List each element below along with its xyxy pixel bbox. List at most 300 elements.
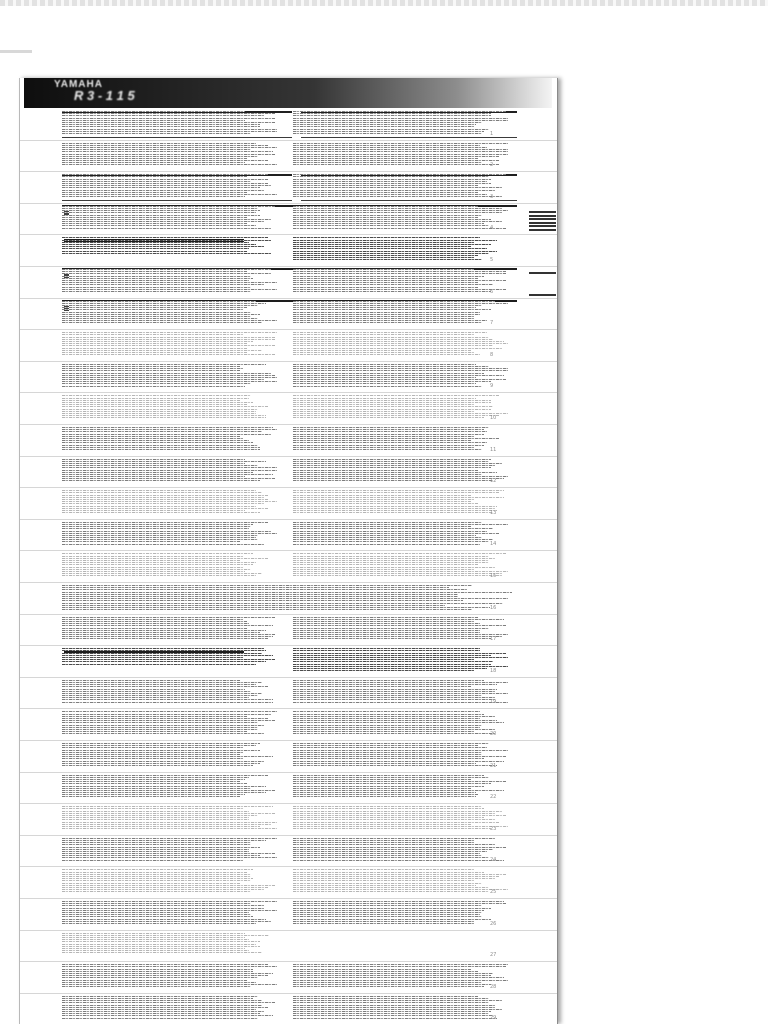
text-line: [293, 278, 478, 279]
page-left-column: [62, 269, 277, 295]
text-line: [293, 670, 474, 671]
text-line: [62, 379, 264, 380]
text-line: [62, 442, 253, 443]
text-line: [293, 434, 484, 435]
text-line: [293, 334, 474, 335]
text-line: [62, 889, 264, 890]
text-line: [62, 524, 253, 525]
text-line: [62, 404, 247, 405]
text-line: [293, 145, 480, 146]
text-line: [293, 465, 495, 466]
manual-page[interactable]: [20, 740, 557, 773]
text-line: [62, 693, 262, 694]
text-line: [62, 594, 458, 595]
text-line: [62, 343, 247, 344]
text-line: [62, 569, 251, 570]
text-line: [62, 503, 264, 504]
text-line: [293, 634, 508, 635]
text-line: [293, 535, 476, 536]
page-number: 11: [490, 446, 497, 453]
text-line: [293, 664, 491, 665]
text-line: [293, 689, 497, 690]
text-line: [293, 415, 499, 416]
text-line: [293, 341, 504, 342]
text-line: [293, 118, 508, 119]
text-line: [293, 573, 502, 574]
text-line: [62, 558, 268, 559]
text-line: [293, 725, 482, 726]
text-line: [62, 661, 266, 662]
text-line: [62, 215, 260, 216]
text-line: [62, 284, 264, 285]
side-tab[interactable]: [529, 294, 556, 296]
manual-page[interactable]: [20, 677, 557, 710]
text-line: [293, 490, 504, 491]
text-line: [293, 973, 493, 974]
text-line: [62, 476, 245, 477]
text-line: [62, 461, 266, 462]
text-line: [62, 156, 258, 157]
text-line: [293, 1011, 491, 1012]
manual-page[interactable]: [20, 456, 557, 489]
text-line: [293, 463, 502, 464]
page-number: 7: [490, 320, 494, 327]
page-left-column: [62, 427, 277, 453]
text-line: [62, 269, 271, 270]
manual-page[interactable]: [20, 519, 557, 552]
text-line: [62, 815, 258, 816]
text-line: [62, 788, 251, 789]
text-line: [62, 544, 264, 545]
text-line: [62, 1002, 275, 1003]
text-line: [293, 221, 502, 222]
text-line: [62, 625, 273, 626]
manual-page[interactable]: [20, 171, 557, 204]
page-left-column: [62, 459, 277, 485]
manual-page[interactable]: [20, 645, 557, 678]
text-line: [62, 840, 266, 841]
text-line: [62, 722, 258, 723]
text-line: [293, 630, 480, 631]
text-line: [62, 553, 253, 554]
text-line: [62, 567, 243, 568]
side-tab[interactable]: [529, 215, 556, 217]
text-line: [293, 699, 495, 700]
text-line: [293, 977, 504, 978]
text-line: [62, 301, 256, 302]
text-line: [293, 375, 504, 376]
text-line: [62, 750, 260, 751]
text-line: [62, 115, 264, 116]
text-line: [293, 1005, 495, 1006]
page-right-column: [293, 617, 508, 643]
text-line: [62, 463, 245, 464]
text-line: [62, 364, 266, 365]
text-line: [62, 575, 256, 576]
text-line: [293, 838, 495, 839]
page-column: [62, 933, 282, 959]
page-column: [62, 585, 512, 611]
text-line: [62, 984, 277, 985]
text-line: [293, 1002, 489, 1003]
text-line: [293, 192, 478, 193]
text-line: [62, 276, 251, 277]
text-line: [293, 1000, 502, 1001]
text-line: [62, 691, 251, 692]
text-line: [293, 478, 504, 479]
text-line: [62, 278, 253, 279]
text-line: [293, 208, 502, 209]
text-line: [293, 842, 474, 843]
text-line: [62, 221, 264, 222]
text-line: [62, 792, 266, 793]
text-line: [62, 975, 268, 976]
text-line: [293, 282, 478, 283]
text-line: [293, 975, 491, 976]
text-line: [293, 320, 487, 321]
text-line: [293, 1013, 489, 1014]
manual-page[interactable]: [20, 140, 557, 173]
manual-page[interactable]: [20, 772, 557, 805]
text-line: [62, 585, 472, 586]
side-tab[interactable]: [529, 225, 556, 227]
text-line: [293, 312, 480, 313]
text-line: [293, 869, 474, 870]
text-line: [62, 470, 277, 471]
text-line: [293, 680, 484, 681]
page-number: 17: [490, 636, 497, 643]
text-line: [293, 174, 506, 175]
text-line: [62, 969, 253, 970]
page-right-column: [293, 111, 508, 137]
text-line: [62, 811, 249, 812]
text-line: [293, 788, 471, 789]
text-line: [293, 366, 489, 367]
text-line: [62, 885, 275, 886]
text-line: [62, 592, 512, 593]
text-line: [293, 381, 491, 382]
text-line: [62, 716, 247, 717]
text-line: [293, 461, 489, 462]
text-line: [62, 417, 266, 418]
text-line: [62, 935, 269, 936]
text-line: [62, 630, 266, 631]
text-line: [293, 206, 478, 207]
text-line: [62, 998, 253, 999]
text-line: [293, 480, 493, 481]
text-line: [293, 417, 484, 418]
text-line: [293, 126, 474, 127]
text-line: [62, 702, 273, 703]
manual-page[interactable]: [20, 550, 557, 583]
text-line: [293, 442, 487, 443]
page-number: 21: [490, 762, 497, 769]
text-line: [62, 699, 273, 700]
text-line: [62, 192, 247, 193]
text-line: [62, 783, 247, 784]
page-number: 26: [490, 920, 497, 927]
text-line: [293, 379, 506, 380]
text-line: [62, 905, 264, 906]
text-line: [62, 223, 247, 224]
text-line: [293, 318, 474, 319]
side-tab[interactable]: [529, 218, 556, 220]
text-line: [62, 535, 258, 536]
manual-page[interactable]: [20, 835, 557, 868]
text-line: [293, 855, 482, 856]
text-line: [62, 828, 277, 829]
text-line: [293, 370, 508, 371]
text-line: [293, 364, 476, 365]
text-line: [293, 301, 495, 302]
manual-page[interactable]: [20, 898, 557, 931]
section-side-tabs[interactable]: [529, 211, 556, 232]
text-line: [62, 181, 251, 182]
text-line: [293, 143, 508, 144]
text-line: [62, 600, 463, 601]
text-line: [62, 939, 249, 940]
text-line: [62, 794, 245, 795]
text-line: [62, 143, 256, 144]
text-line: [293, 322, 482, 323]
manual-page[interactable]: [20, 614, 557, 647]
text-line: [293, 912, 482, 913]
text-line: [293, 413, 508, 414]
text-line: [62, 350, 262, 351]
page-left-column: [62, 332, 277, 358]
text-line: [293, 305, 482, 306]
text-line: [62, 560, 240, 561]
text-line: [293, 122, 482, 123]
text-line: [62, 309, 243, 310]
manual-page[interactable]: [20, 203, 557, 236]
page-left-column: [62, 964, 277, 990]
text-line: [62, 162, 245, 163]
text-line: [293, 691, 495, 692]
page-number: 18: [490, 667, 497, 674]
text-line: [293, 650, 480, 651]
text-line: [293, 111, 506, 112]
text-line: [62, 174, 268, 175]
side-tab[interactable]: [529, 222, 556, 224]
manual-page[interactable]: [20, 487, 557, 520]
text-line: [62, 919, 266, 920]
document-viewer[interactable]: [19, 78, 558, 1024]
page-right-column: [293, 648, 508, 674]
text-line: [62, 354, 275, 355]
text-line: [293, 129, 489, 130]
text-line: [293, 1009, 502, 1010]
text-line: [293, 786, 484, 787]
manual-page[interactable]: [20, 961, 557, 994]
text-line: [293, 826, 508, 827]
text-line: [62, 573, 262, 574]
side-tab[interactable]: [529, 272, 556, 274]
text-line: [293, 528, 493, 529]
manual-page[interactable]: [20, 708, 557, 741]
manual-page[interactable]: [20, 930, 557, 963]
text-line: [62, 973, 273, 974]
manual-page[interactable]: [20, 298, 557, 331]
text-line: [62, 908, 264, 909]
page-number: 10: [490, 414, 497, 421]
text-line: [62, 878, 253, 879]
text-line: [62, 427, 273, 428]
manual-banner: [24, 78, 552, 108]
text-line: [293, 790, 504, 791]
manual-page[interactable]: [20, 329, 557, 362]
text-line: [293, 775, 484, 776]
manual-page[interactable]: [20, 993, 557, 1024]
text-line: [62, 628, 247, 629]
text-line: [293, 124, 476, 125]
text-line: [293, 409, 491, 410]
text-line: [293, 980, 508, 981]
text-line: [293, 636, 502, 637]
text-line: [62, 944, 256, 945]
text-line: [293, 158, 478, 159]
text-line: [62, 160, 268, 161]
text-line: [293, 383, 476, 384]
text-line: [293, 176, 489, 177]
text-line: [293, 436, 474, 437]
text-line: [293, 151, 508, 152]
text-line: [293, 246, 471, 247]
page-number: 5: [490, 256, 494, 263]
text-line: [293, 779, 471, 780]
text-line: [293, 648, 480, 649]
text-line: [293, 149, 508, 150]
text-line: [62, 562, 256, 563]
text-line: [293, 982, 482, 983]
manual-page[interactable]: [20, 866, 557, 899]
text-line: [293, 822, 499, 823]
text-line: [293, 402, 491, 403]
manual-page[interactable]: [20, 266, 557, 299]
text-line: [293, 695, 482, 696]
text-line: [62, 664, 256, 665]
text-line: [62, 409, 258, 410]
text-line: [293, 632, 480, 633]
text-line: [293, 808, 484, 809]
side-tab[interactable]: [529, 211, 556, 213]
text-line: [62, 512, 260, 513]
text-line: [62, 154, 275, 155]
text-line: [293, 459, 491, 460]
text-line: [293, 251, 497, 252]
text-line: [62, 248, 249, 249]
text-line: [293, 567, 495, 568]
text-line: [62, 903, 251, 904]
text-line: [62, 636, 273, 637]
page-number: 23: [490, 825, 497, 832]
text-line: [62, 777, 249, 778]
text-line: [62, 145, 268, 146]
text-line: [62, 941, 260, 942]
manual-page[interactable]: [20, 392, 557, 425]
text-line: [62, 196, 245, 197]
text-line: [293, 806, 482, 807]
page-left-column: [62, 648, 277, 674]
text-line: [293, 889, 508, 890]
text-line: [293, 212, 502, 213]
text-line: [62, 531, 271, 532]
page-right-column: [293, 237, 508, 263]
text-line: [293, 217, 478, 218]
text-line: [293, 255, 478, 256]
text-line: [293, 160, 499, 161]
text-line: [293, 653, 506, 654]
text-line: [62, 522, 268, 523]
text-line: [293, 553, 506, 554]
text-line: [62, 164, 277, 165]
text-line: [293, 860, 504, 861]
text-line: [62, 322, 262, 323]
page-number: 13: [490, 509, 497, 516]
text-line: [62, 219, 271, 220]
manual-page[interactable]: [20, 361, 557, 394]
text-line: [62, 986, 251, 987]
side-tab[interactable]: [529, 229, 556, 231]
text-line: [293, 619, 504, 620]
text-line: [62, 977, 258, 978]
text-line: [62, 373, 271, 374]
text-line: [293, 908, 491, 909]
text-line: [293, 524, 508, 525]
text-line: [62, 796, 240, 797]
page-left-column: [62, 711, 277, 737]
text-line: [62, 210, 260, 211]
text-line: [293, 661, 493, 662]
text-line: [62, 113, 275, 114]
text-line: [293, 562, 489, 563]
text-line: [293, 628, 489, 629]
page-right-column: [293, 459, 508, 485]
text-line: [62, 1011, 264, 1012]
text-line: [293, 438, 499, 439]
manual-page[interactable]: [20, 424, 557, 457]
text-line: [62, 657, 243, 658]
page-number: 19: [490, 699, 497, 706]
manual-page[interactable]: [20, 803, 557, 836]
manual-page[interactable]: [20, 108, 557, 141]
text-line: [62, 386, 245, 387]
page-left-column: [62, 522, 277, 548]
text-line: [293, 541, 489, 542]
text-line: [293, 747, 487, 748]
text-line: [62, 126, 260, 127]
text-line: [62, 228, 271, 229]
text-line: [62, 244, 256, 245]
page-right-column: [293, 680, 508, 706]
text-line: [62, 337, 275, 338]
manual-page[interactable]: [20, 234, 557, 267]
text-line: [62, 745, 256, 746]
text-line: [62, 291, 251, 292]
text-line: [62, 273, 271, 274]
text-line: [293, 733, 495, 734]
manual-page[interactable]: [20, 582, 557, 615]
text-line: [293, 395, 499, 396]
text-line: [293, 711, 480, 712]
text-line: [293, 575, 502, 576]
section-side-tabs-2[interactable]: [529, 272, 556, 298]
text-line: [293, 237, 480, 238]
text-line: [62, 120, 245, 121]
text-line: [62, 571, 245, 572]
text-line: [62, 429, 277, 430]
text-line: [62, 499, 268, 500]
